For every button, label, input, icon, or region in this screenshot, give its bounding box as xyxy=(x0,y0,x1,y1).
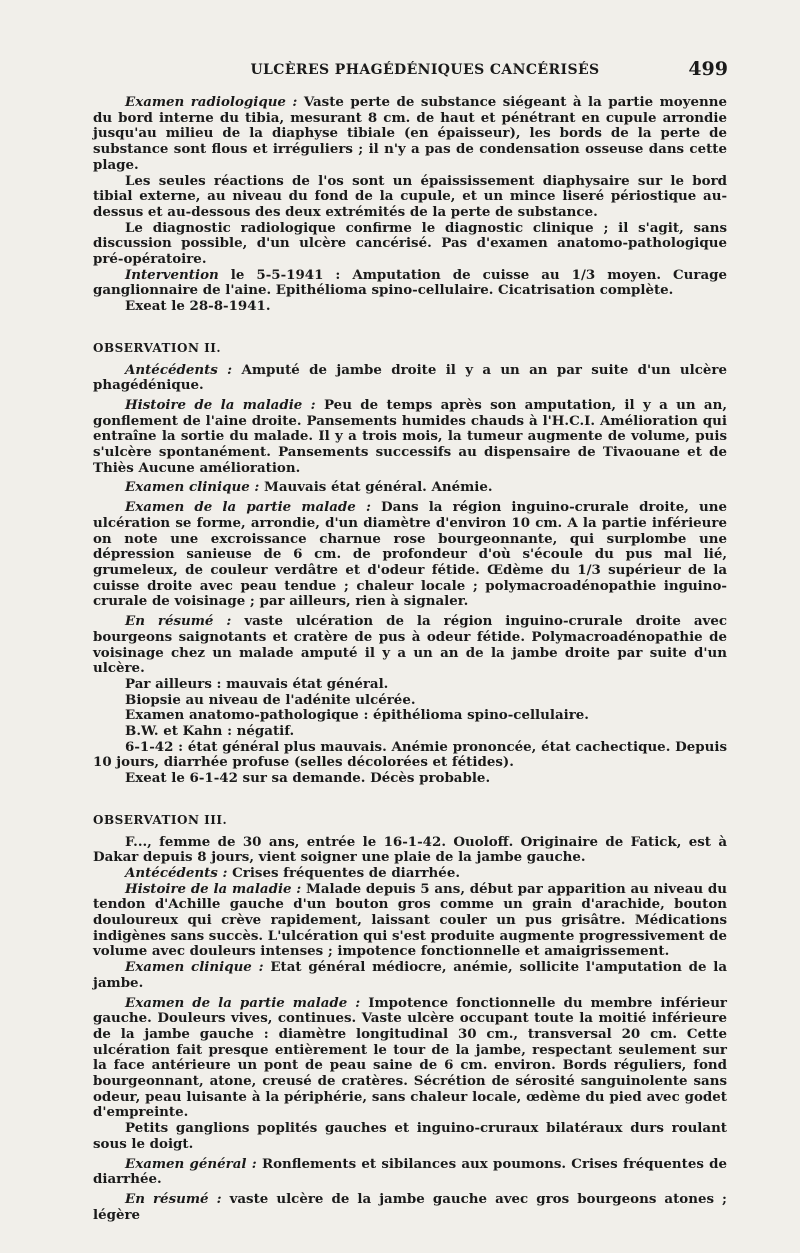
running-title: ULCÈRES PHAGÉDÉNIQUES CANCÉRISÉS xyxy=(250,62,600,78)
paragraph-text: vaste ulcère de la jambe gauche avec gros bourgeons atones ; légère xyxy=(93,1191,728,1223)
paragraph xyxy=(93,771,727,787)
paragraph xyxy=(93,866,727,882)
paragraph xyxy=(93,677,727,693)
paragraph-label: En résumé : xyxy=(125,613,232,630)
paragraph-label: Examen de la partie malade : xyxy=(125,499,371,516)
paragraph-text: Mauvais état général. Anémie. xyxy=(264,479,493,496)
paragraph xyxy=(93,174,727,221)
paragraph-label: Examen clinique : xyxy=(125,479,260,496)
paragraph-text: Ronflements et sibilances aux poumons. Crises fréquentes de diarrhée. xyxy=(93,1155,728,1188)
paragraph-label: Antécédents : xyxy=(125,864,228,881)
paragraph xyxy=(93,693,727,709)
paragraph xyxy=(93,363,727,394)
paragraph-label: Examen général : xyxy=(125,1155,257,1172)
paragraph-text: B.W. et Kahn : négatif. xyxy=(125,723,295,740)
paragraph xyxy=(93,996,727,1122)
paragraph-text: Examen anatomo-pathologique : épithélioma spino-cellulaire. xyxy=(125,707,589,724)
paragraph-text: vaste ulcération de la région inguino-crurale droite avec bourgeons saignotants et cratère de pus à odeur fétide. Polymacroadénopathie de voisinage chez un malade amputé il y a un an de la jambe droite par suite d'un ulcère. xyxy=(93,613,728,677)
paragraph-text: Impotence fonctionnelle du membre inférieur gauche. Douleurs vives, continues. Vaste ulcère occupant toute la moitié inférieure de la jambe gauche : diamètre longitudinal 30 cm., transversal 20 cm. Cette ulcération fait presque entièrement le tour de la jambe, respectant seulement sur la face antérieure un pont de peau saine de 6 cm. environ. Bords réguliers, fond bourgeonnant, atone, creusé de cratères. Sécrétion de sérosité sanguinolente sans odeur, peau luisante à la périphérie, sans chaleur locale, œdème du pied avec godet d'empreinte. xyxy=(93,994,727,1121)
paragraph-text: Amputé de jambe droite il y a un an par suite d'un ulcère phagédénique. xyxy=(93,361,727,394)
paragraph xyxy=(93,724,727,740)
paragraph-text: F..., femme de 30 ans, entrée le 16-1-42. Ouoloff. Originaire de Fatick, est à Dakar depuis 8 jours, vient soigner une plaie de la jambe gauche. xyxy=(93,833,727,866)
paragraph xyxy=(93,1157,727,1188)
paragraph-label: Antécédents : xyxy=(125,361,233,378)
paragraph xyxy=(93,960,727,991)
paragraph-text: Peu de temps après son amputation, il y a un an, gonflement de l'aine droite. Pansements humides chauds à l'H.C.I. Amélioration qui entraîne la sortie du malade. Il y a trois mois, la tumeur augmente de volume, puis s'ulcère spontanément. Pansements successifs au dispensaire de Tivaouane et de Thiès Aucune amélioration. xyxy=(93,396,727,476)
paragraph-text: le 5-5-1941 : Amputation de cuisse au 1/3 moyen. Curage ganglionnaire de l'aine. Epithélioma spino-cellulaire. Cicatrisation complète. xyxy=(93,266,727,299)
paragraph xyxy=(93,1192,727,1223)
paragraph-text: Crises fréquentes de diarrhée. xyxy=(232,864,460,881)
paragraph xyxy=(93,500,727,610)
paragraph-label: Histoire de la maladie : xyxy=(125,396,316,413)
paragraph xyxy=(93,480,727,496)
paragraph-text: Dans la région inguino-crurale droite, une ulcération se forme, arrondie, d'un diamètre d'environ 10 cm. A la partie inférieure on note une excroissance charnue rose bourgeonnante, qui surplombe une dépression sanieuse de 6 cm. de profondeur d'où s'écoule du pus mal lié, grumeleux, de couleur verdâtre et d'odeur fétide. Œdème du 1/3 supérieur de la cuisse droite avec peau tendue ; chaleur locale ; polymacroadénopathie inguino-crurale de voisinage ; par ailleurs, rien à signaler. xyxy=(93,499,727,610)
paragraph-text: Par ailleurs : mauvais état général. xyxy=(125,675,389,692)
paragraph xyxy=(93,614,727,677)
paragraph xyxy=(93,882,727,961)
paragraph-text: 6-1-42 : état général plus mauvais. Anémie prononcée, état cachectique. Depuis 10 jours, diarrhée profuse (selles décolorées et fétides). xyxy=(93,738,727,771)
paragraph-label: Examen radiologique : xyxy=(125,94,298,110)
paragraph-text: Etat général médiocre, anémie, sollicite l'amputation de la jambe. xyxy=(93,959,727,991)
paragraph-label: Intervention xyxy=(125,266,219,283)
paragraph-label: Examen de la partie malade : xyxy=(125,994,361,1011)
paragraph xyxy=(93,221,727,268)
body-text xyxy=(93,95,727,1223)
paragraph xyxy=(93,1121,727,1152)
paragraph-label: Histoire de la maladie : xyxy=(125,880,302,897)
paragraph-text: Exeat le 28-8-1941. xyxy=(125,298,271,315)
page-number: 499 xyxy=(688,58,728,80)
paragraph xyxy=(93,835,727,866)
page-header xyxy=(122,58,728,82)
paragraph-text: Les seules réactions de l'os sont un épaississement diaphysaire sur le bord tibial externe, au niveau du fond de la cupule, et un mince liseré périostique au-dessus et au-dessous des deux extrémités de la perte de substance. xyxy=(93,172,727,220)
paragraph xyxy=(93,268,727,299)
paragraph xyxy=(93,708,727,724)
paragraph-text: Le diagnostic radiologique confirme le diagnostic clinique ; il s'agit, sans discussion possible, d'un ulcère cancérisé. Pas d'examen anatomo-pathologique pré-opératoire. xyxy=(93,219,727,268)
paragraph xyxy=(93,398,727,477)
paragraph-text: Petits ganglions poplités gauches et inguino-cruraux bilatéraux durs roulant sous le doigt. xyxy=(93,1120,727,1152)
paragraph-text: Vaste perte de substance siégeant à la partie moyenne du bord interne du tibia, mesurant 8 cm. de haut et pénétrant en cupule arrondie jusqu'au milieu de la diaphyse tibiale (en épaisseur), les bords de la perte de substance sont flous et irréguliers ; il n'y a pas de condensation osseuse dans cette plage. xyxy=(93,94,727,173)
paragraph xyxy=(93,299,727,315)
paragraph-text: Exeat le 6-1-42 sur sa demande. Décès probable. xyxy=(125,770,491,787)
section-heading: OBSERVATION II. xyxy=(93,340,222,355)
paragraph-label: En résumé : xyxy=(125,1191,222,1207)
section-heading: OBSERVATION III. xyxy=(93,812,228,827)
paragraph-text: Biopsie au niveau de l'adénite ulcérée. xyxy=(125,691,416,708)
paragraph-text: Malade depuis 5 ans, début par apparition au niveau du tendon d'Achille gauche d'un bouton gros comme un grain d'arachide, bouton douloureux qui crève rapidement, laissant couler un pus grisâtre. Médications indigènes sans succès. L'ulcération qui s'est produite augmente progressivement de volume avec douleurs intenses ; impotence fonctionnelle et amaigrissement. xyxy=(93,880,728,960)
paragraph xyxy=(93,740,727,771)
paragraph xyxy=(93,95,727,174)
paragraph-label: Examen clinique : xyxy=(125,959,264,976)
